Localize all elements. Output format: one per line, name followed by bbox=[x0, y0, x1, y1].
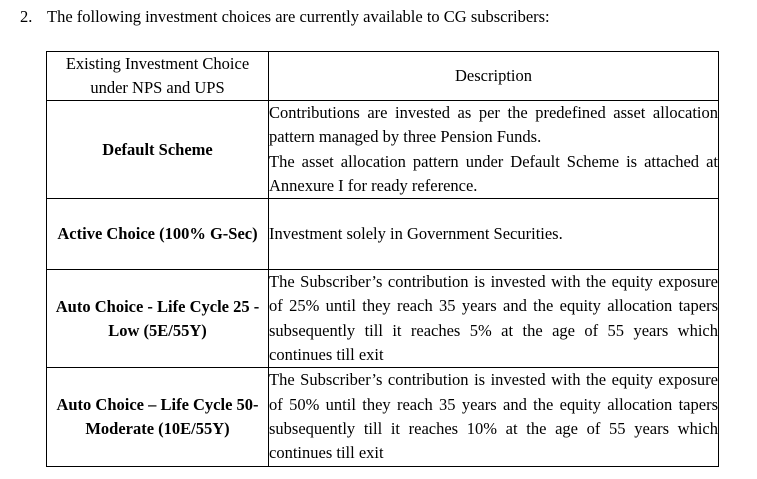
header-investment-choice: Existing Investment Choice under NPS and UPS bbox=[47, 52, 269, 101]
choice-name: Default Scheme bbox=[47, 101, 269, 199]
intro-paragraph bbox=[20, 6, 550, 28]
description-paragraph: Investment solely in Government Securities. bbox=[269, 224, 563, 244]
choice-name: Auto Choice - Life Cycle 25 - Low (5E/55Y) bbox=[47, 270, 269, 368]
choice-description bbox=[269, 101, 719, 199]
choice-description bbox=[269, 368, 719, 466]
description-paragraph: Contributions are invested as per the predefined asset allocation pattern managed by three Pension Funds. bbox=[269, 103, 718, 147]
investment-choices-table bbox=[46, 51, 719, 467]
choice-name: Auto Choice – Life Cycle 50- Moderate (10E/55Y) bbox=[47, 368, 269, 466]
choice-description bbox=[269, 199, 719, 270]
table-header-row bbox=[47, 52, 719, 101]
header-description: Description bbox=[269, 52, 719, 101]
intro-text: The following investment choices are currently available to CG subscribers: bbox=[47, 7, 550, 26]
table-row bbox=[47, 368, 719, 466]
table-row bbox=[47, 101, 719, 199]
choice-description bbox=[269, 270, 719, 368]
table-row bbox=[47, 270, 719, 368]
description-paragraph: The Subscriber’s contribution is invested with the equity exposure of 50% until they reach 35 years and the equity allocation tapers subsequently till it reaches 10% at the age of 55 years which continues till exit bbox=[269, 370, 718, 463]
table-row bbox=[47, 199, 719, 270]
paragraph-number: 2. bbox=[20, 7, 33, 26]
description-paragraph: The Subscriber’s contribution is invested with the equity exposure of 25% until they reach 35 years and the equity allocation tapers subsequently till it reaches 5% at the age of 55 years which continues till exit bbox=[269, 272, 718, 365]
description-paragraph: The asset allocation pattern under Default Scheme is attached at Annexure I for ready reference. bbox=[269, 151, 718, 195]
choice-name: Active Choice (100% G-Sec) bbox=[47, 199, 269, 270]
